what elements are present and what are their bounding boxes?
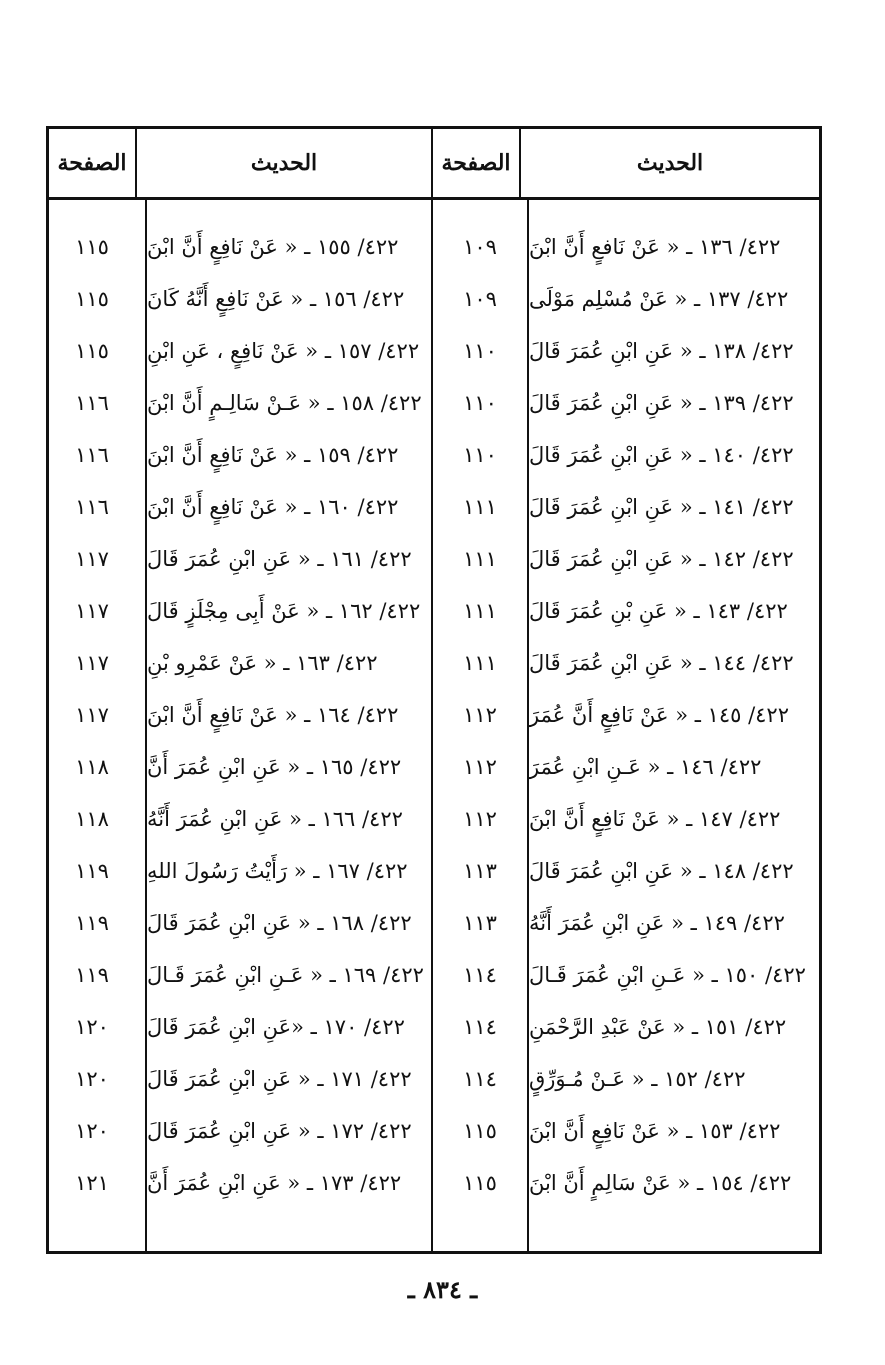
right-hadith-entry: ٤٢٢/ ١٥٣ ـ « عَنْ نَافِعٍ أَنَّ ابْنَ bbox=[529, 1119, 781, 1143]
left-hadith-entry: ٤٢٢/ ١٦٠ ـ « عَنْ نَافِعٍ أَنَّ ابْنَ bbox=[147, 495, 399, 519]
right-hadith-entry: ٤٢٢/ ١٤٩ ـ « عَنِ ابْنِ عُمَرَ أَنَّهُ bbox=[529, 911, 785, 935]
right-page-number: ١١٤ bbox=[463, 1015, 497, 1039]
right-hadith-entry: ٤٢٢/ ١٤٢ ـ « عَنِ ابْنِ عُمَرَ قَالَ bbox=[529, 547, 794, 571]
right-hadith-entry: ٤٢٢/ ١٤٦ ـ « عَـنِ ابْنِ عُمَرَ bbox=[529, 755, 762, 779]
left-page-number: ١٢١ bbox=[75, 1171, 109, 1195]
right-page-number: ١١٢ bbox=[463, 807, 497, 831]
right-page-number: ١١٢ bbox=[463, 755, 497, 779]
left-page-number: ١٢٠ bbox=[75, 1015, 109, 1039]
table-row bbox=[49, 845, 819, 897]
right-page-number: ١١٤ bbox=[463, 963, 497, 987]
right-page-number: ١٠٩ bbox=[463, 287, 497, 311]
right-hadith-entry: ٤٢٢/ ١٥١ ـ « عَنْ عَبْدِ الرَّحْمَنِ bbox=[529, 1015, 787, 1039]
left-hadith-entry: ٤٢٢/ ١٦٦ ـ « عَنِ ابْنِ عُمَرَ أَنَّهُ bbox=[147, 807, 403, 831]
left-hadith-entry: ٤٢٢/ ١٥٦ ـ « عَنْ نَافِعٍ أَنَّهُ كَانَ bbox=[147, 287, 405, 311]
table-row bbox=[49, 377, 819, 429]
table-rows bbox=[49, 221, 819, 1209]
header-hadith-left: الحديث bbox=[250, 150, 318, 176]
left-hadith-entry: ٤٢٢/ ١٦٣ ـ « عَنْ عَمْرِو بْنِ bbox=[147, 651, 378, 675]
table-row bbox=[49, 897, 819, 949]
table-row bbox=[49, 689, 819, 741]
left-hadith-entry: ٤٢٢/ ١٧٢ ـ « عَنِ ابْنِ عُمَرَ قَالَ bbox=[147, 1119, 412, 1143]
right-hadith-entry: ٤٢٢/ ١٣٨ ـ « عَنِ ابْنِ عُمَرَ قَالَ bbox=[529, 339, 794, 363]
left-page-number: ١١٩ bbox=[75, 859, 109, 883]
right-hadith-entry: ٤٢٢/ ١٤٤ ـ « عَنِ ابْنِ عُمَرَ قَالَ bbox=[529, 651, 794, 675]
left-page-number: ١١٧ bbox=[75, 599, 109, 623]
table-row bbox=[49, 1001, 819, 1053]
table-row bbox=[49, 1053, 819, 1105]
table-row bbox=[49, 273, 819, 325]
left-page-number: ١١٥ bbox=[75, 339, 109, 363]
column-divider-top-3 bbox=[519, 129, 521, 200]
left-hadith-entry: ٤٢٢/ ١٦٩ ـ « عَـنِ ابْنِ عُمَرَ قَـالَ bbox=[147, 963, 424, 987]
table-row bbox=[49, 481, 819, 533]
header-page-left: الصفحة bbox=[57, 150, 127, 176]
right-hadith-entry: ٤٢٢/ ١٣٦ ـ « عَنْ نَافعٍ أَنَّ ابْنَ bbox=[529, 235, 781, 259]
right-page-number: ١١١ bbox=[463, 547, 497, 571]
left-hadith-entry: ٤٢٢/ ١٦٢ ـ « عَنْ أَبِى مِجْلَزٍ قَالَ bbox=[147, 599, 421, 623]
left-page-number: ١١٨ bbox=[75, 755, 109, 779]
left-hadith-entry: ٤٢٢/ ١٥٩ ـ « عَنْ نَافِعٍ أَنَّ ابْنَ bbox=[147, 443, 399, 467]
right-hadith-entry: ٤٢٢/ ١٤٧ ـ « عَنْ نَافِعٍ أَنَّ ابْنَ bbox=[529, 807, 781, 831]
left-page-number: ١١٥ bbox=[75, 235, 109, 259]
left-page-number: ١١٧ bbox=[75, 703, 109, 727]
right-hadith-entry: ٤٢٢/ ١٣٧ ـ « عَنْ مُسْلِم مَوْلَى bbox=[529, 287, 789, 311]
header-divider bbox=[49, 197, 819, 200]
right-page-number: ١١٠ bbox=[463, 391, 497, 415]
table-row bbox=[49, 1157, 819, 1209]
right-hadith-entry: ٤٢٢/ ١٤٣ ـ « عَنِ بْنِ عُمَرَ قَالَ bbox=[529, 599, 788, 623]
index-table bbox=[46, 126, 822, 1254]
header-hadith-right: الحديث bbox=[636, 150, 704, 176]
table-row bbox=[49, 949, 819, 1001]
left-page-number: ١١٧ bbox=[75, 547, 109, 571]
left-page-number: ١١٦ bbox=[75, 391, 109, 415]
left-page-number: ١١٨ bbox=[75, 807, 109, 831]
table-row bbox=[49, 221, 819, 273]
right-page-number: ١١٢ bbox=[463, 703, 497, 727]
left-hadith-entry: ٤٢٢/ ١٥٨ ـ « عَـنْ سَالِـمٍ أَنَّ ابْنَ bbox=[147, 391, 422, 415]
left-page-number: ١١٥ bbox=[75, 287, 109, 311]
left-page-number: ١٢٠ bbox=[75, 1067, 109, 1091]
left-hadith-entry: ٤٢٢/ ١٦٤ ـ « عَنْ نَافِعٍ أَنَّ ابْنَ bbox=[147, 703, 399, 727]
left-page-number: ١١٩ bbox=[75, 911, 109, 935]
left-page-number: ١١٦ bbox=[75, 495, 109, 519]
left-page-number: ١١٩ bbox=[75, 963, 109, 987]
right-page-number: ١١٤ bbox=[463, 1067, 497, 1091]
right-hadith-entry: ٤٢٢/ ١٣٩ ـ « عَنِ ابْنِ عُمَرَ قَالَ bbox=[529, 391, 794, 415]
left-page-number: ١٢٠ bbox=[75, 1119, 109, 1143]
left-hadith-entry: ٤٢٢/ ١٦٨ ـ « عَنِ ابْنِ عُمَرَ قَالَ bbox=[147, 911, 412, 935]
table-row bbox=[49, 585, 819, 637]
table-row bbox=[49, 429, 819, 481]
right-hadith-entry: ٤٢٢/ ١٥٤ ـ « عَنْ سَالِمٍ أَنَّ ابْنَ bbox=[529, 1171, 792, 1195]
page-number: ـ ٨٣٤ ـ bbox=[407, 1275, 478, 1304]
table-row bbox=[49, 793, 819, 845]
right-hadith-entry: ٤٢٢/ ١٤٨ ـ « عَنِ ابْنِ عُمَرَ قَالَ bbox=[529, 859, 794, 883]
right-page-number: ١١٥ bbox=[463, 1119, 497, 1143]
right-page-number: ١٠٩ bbox=[463, 235, 497, 259]
right-hadith-entry: ٤٢٢/ ١٤١ ـ « عَنِ ابْنِ عُمَرَ قَالَ bbox=[529, 495, 794, 519]
left-hadith-entry: ٤٢٢/ ١٦١ ـ « عَنِ ابْنِ عُمَرَ قَالَ bbox=[147, 547, 412, 571]
left-hadith-entry: ٤٢٢/ ١٦٥ ـ « عَنِ ابْنِ عُمَرَ أَنَّ bbox=[147, 755, 402, 779]
left-page-number: ١١٦ bbox=[75, 443, 109, 467]
left-hadith-entry: ٤٢٢/ ١٥٥ ـ « عَنْ نَافِعٍ أَنَّ ابْنَ bbox=[147, 235, 399, 259]
left-page-number: ١١٧ bbox=[75, 651, 109, 675]
left-hadith-entry: ٤٢٢/ ١٥٧ ـ « عَنْ نَافِعٍ ، عَنِ ابْنِ bbox=[147, 339, 420, 363]
table-row bbox=[49, 741, 819, 793]
left-hadith-entry: ٤٢٢/ ١٧٠ ـ «عَنِ ابْنِ عُمَرَ قَالَ bbox=[147, 1015, 405, 1039]
right-hadith-entry: ٤٢٢/ ١٥٠ ـ « عَـنِ ابْنِ عُمَرَ قَـالَ bbox=[529, 963, 806, 987]
right-hadith-entry: ٤٢٢/ ١٤٥ ـ « عَنْ نَافِعٍ أَنَّ عُمَرَ bbox=[529, 703, 789, 727]
left-hadith-entry: ٤٢٢/ ١٧١ ـ « عَنِ ابْنِ عُمَرَ قَالَ bbox=[147, 1067, 412, 1091]
right-page-number: ١١٥ bbox=[463, 1171, 497, 1195]
table-row bbox=[49, 533, 819, 585]
table-row bbox=[49, 637, 819, 689]
right-hadith-entry: ٤٢٢/ ١٥٢ ـ « عَـنْ مُـوَرِّقٍ bbox=[529, 1067, 746, 1091]
right-page-number: ١١١ bbox=[463, 651, 497, 675]
right-page-number: ١١٣ bbox=[463, 911, 497, 935]
right-page-number: ١١٠ bbox=[463, 443, 497, 467]
right-page-number: ١١١ bbox=[463, 599, 497, 623]
header-page-right: الصفحة bbox=[441, 150, 511, 176]
column-divider-top-1 bbox=[135, 129, 137, 200]
right-page-number: ١١٠ bbox=[463, 339, 497, 363]
table-row bbox=[49, 325, 819, 377]
right-page-number: ١١١ bbox=[463, 495, 497, 519]
table-row bbox=[49, 1105, 819, 1157]
right-page-number: ١١٣ bbox=[463, 859, 497, 883]
left-hadith-entry: ٤٢٢/ ١٧٣ ـ « عَنِ ابْنِ عُمَرَ أَنَّ bbox=[147, 1171, 402, 1195]
right-hadith-entry: ٤٢٢/ ١٤٠ ـ « عَنِ ابْنِ عُمَرَ قَالَ bbox=[529, 443, 794, 467]
left-hadith-entry: ٤٢٢/ ١٦٧ ـ « رَأَيْتُ رَسُولَ اللهِ bbox=[147, 859, 408, 883]
